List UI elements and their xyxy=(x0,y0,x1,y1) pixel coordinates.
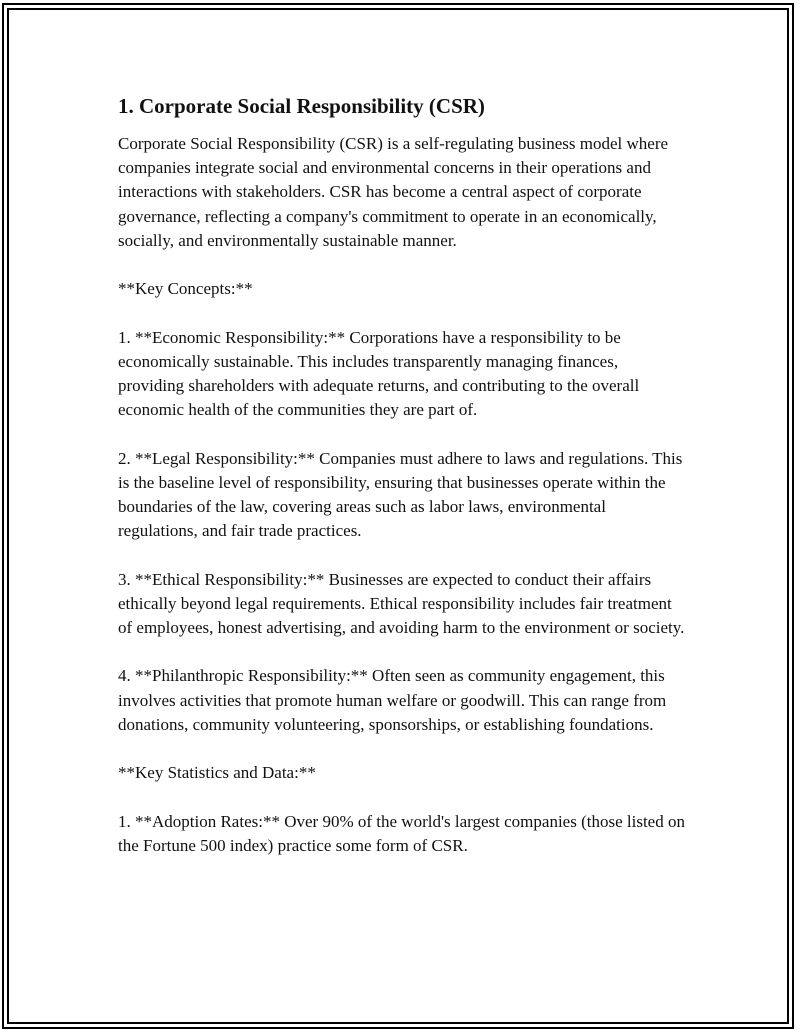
document-body xyxy=(118,92,688,882)
intro-paragraph: Corporate Social Responsibility (CSR) is a self-regulating business model where companies integrate social and environmental concerns in their operations and interactions with stakeholders. CSR has become a central aspect of corporate governance, reflecting a company's commitment to operate in an economically, socially, and environmentally sustainable manner. xyxy=(118,134,669,250)
philanthropic-responsibility-paragraph: 4. **Philanthropic Responsibility:** Often seen as community engagement, this involves activities that promote human welfare or goodwill. This can range from donations, community volunteering, sponsorships, or establishing foundations. xyxy=(118,666,667,734)
section-heading: 1. Corporate Social Responsibility (CSR) xyxy=(118,94,485,118)
adoption-rates-paragraph: 1. **Adoption Rates:** Over 90% of the world's largest companies (those listed on the Fortune 500 index) practice some form of CSR. xyxy=(118,811,685,855)
legal-responsibility-paragraph: 2. **Legal Responsibility:** Companies must adhere to laws and regulations. This is the baseline level of responsibility, ensuring that businesses operate within the boundaries of the law, covering areas such as labor laws, environmental regulations, and fair trade practices. xyxy=(118,448,683,541)
economic-responsibility-paragraph: 1. **Economic Responsibility:** Corporations have a responsibility to be economically sustainable. This includes transparently managing finances, providing shareholders with adequate returns, and contributing to the overall economic health of the communities they are part of. xyxy=(118,327,640,420)
key-statistics-heading: **Key Statistics and Data:** xyxy=(118,763,316,783)
ethical-responsibility-paragraph: 3. **Ethical Responsibility:** Businesses are expected to conduct their affairs ethically beyond legal requirements. Ethical responsibility includes fair treatment of employees, honest advertising, and avoiding harm to the environment or society. xyxy=(118,569,685,637)
key-concepts-heading: **Key Concepts:** xyxy=(118,279,253,299)
